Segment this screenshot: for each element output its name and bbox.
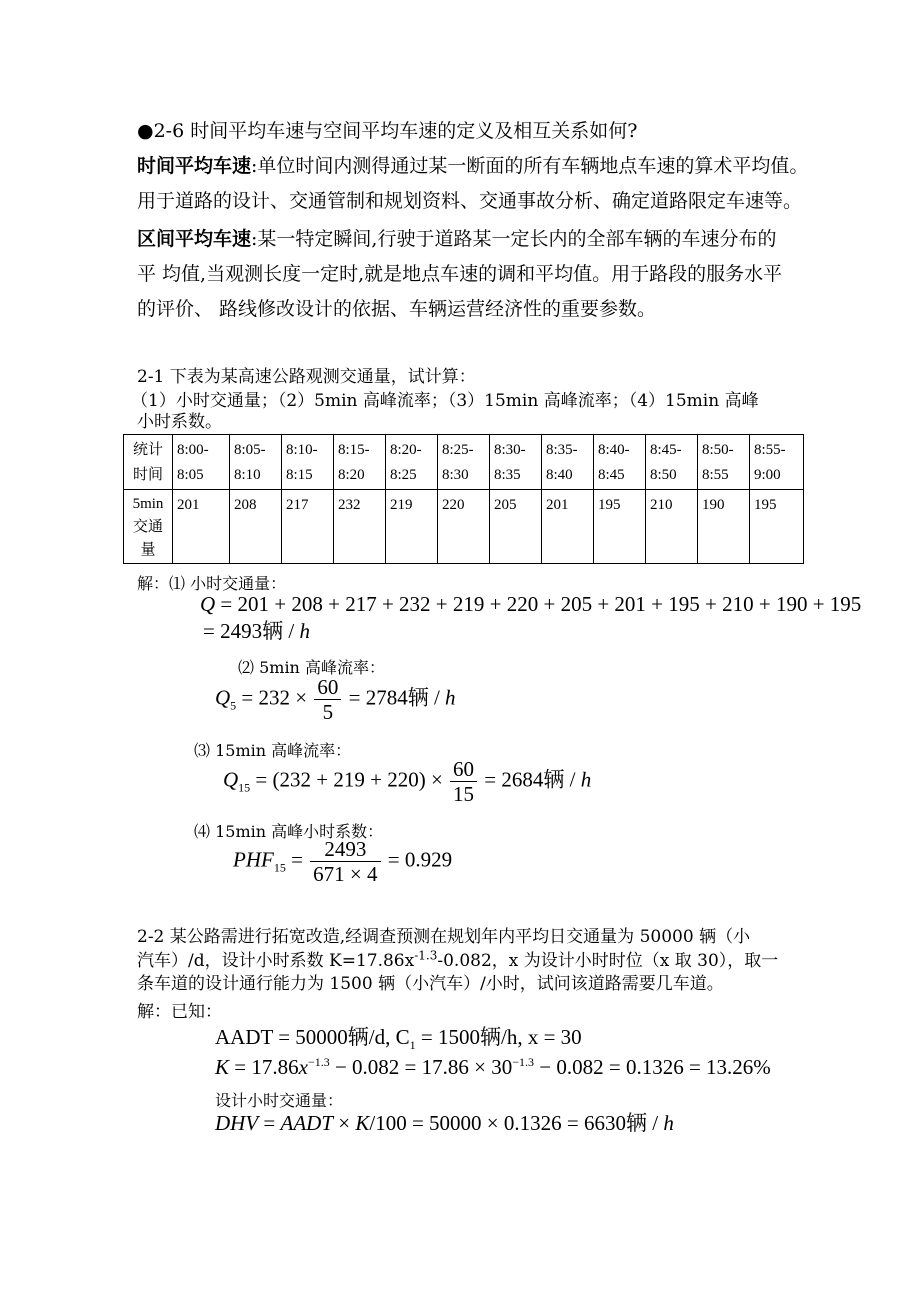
table-cell-period: 8:20- 8:25 [386,435,438,490]
table-volume-label: 5min 交通 量 [124,490,173,564]
question-2-1-title: 2-1 下表为某高速公路观测交通量，试计算： [137,367,476,387]
solution-step-3: ⑶ 15min 高峰流率： [194,741,352,760]
question-2-1-items: （1）小时交通量；（2）5min 高峰流率；（3）15min 高峰流率；（4）15min 高峰 [131,391,759,411]
space-mean-speed-term: 区间平均车速 [137,228,252,250]
table-row-periods [124,435,804,490]
table-cell-period: 8:35- 8:40 [542,435,594,490]
table-cell-volume: 219 [386,490,438,564]
solution-known: 解：已知： [137,1002,222,1022]
k-factor-equation: $K = 17.86x^{-1.3} - 0.082 = 17.86 \times 30^{-1.3} - 0.082 = 0.1326 = 13.26\%$ [215,1055,771,1079]
table-cell-volume: 195 [594,490,646,564]
traffic-volume-table [123,434,804,564]
question-2-1-items-cont: 小时系数。 [137,412,222,432]
hourly-volume-equation: Q = 201 + 208 + 217 + 232 + 219 + 220 + 205 + 201 + 195 + 210 + 190 + 195 [200,592,862,616]
table-cell-volume: 232 [334,490,386,564]
dhv-label: 设计小时交通量： [215,1091,344,1110]
table-cell-period: 8:25- 8:30 [438,435,490,490]
table-cell-period: 8:00- 8:05 [173,435,230,490]
table-cell-volume: 201 [173,490,230,564]
table-cell-period: 8:30- 8:35 [490,435,542,490]
table-cell-period: 8:50- 8:55 [698,435,750,490]
question-2-2-line-3: 条车道的设计通行能力为 1500 辆（小汽车）/小时，试问该道路需要几车道。 [137,974,724,994]
solution-step-4: ⑷ 15min 高峰小时系数： [194,822,384,841]
table-cell-volume: 190 [698,490,750,564]
space-mean-speed-line-2: 平 均值,当观测长度一定时,就是地点车速的调和平均值。用于路段的服务水平 [137,263,783,285]
table-cell-period: 8:10- 8:15 [282,435,334,490]
question-2-6-title: ●2-6 时间平均车速与空间平均车速的定义及相互关系如何? [137,120,638,142]
solution-step-2: ⑵ 5min 高峰流率： [238,658,385,677]
peak-15min-equation: $Q_{15} = (232 + 219 + 220)$ × $\frac{60}{15}$ = 2684辆 / h [223,757,592,806]
table-cell-period: 8:40- 8:45 [594,435,646,490]
time-mean-speed-definition [137,157,808,176]
peak-5min-equation: $Q_5 = 232$ × $\frac{60}{5}$ = 2784辆 / h [215,675,456,724]
dhv-equation: DHV = AADT × K/100 = 50000 × 0.1326 = 6630辆 / h [215,1111,674,1135]
table-cell-volume: 205 [490,490,542,564]
table-cell-volume: 217 [282,490,334,564]
table-cell-volume: 195 [750,490,804,564]
table-cell-period: 8:45- 8:50 [646,435,698,490]
hourly-volume-result: = 2493辆 / h [203,619,310,643]
table-cell-volume: 220 [438,490,490,564]
table-cell-period: 8:15- 8:20 [334,435,386,490]
question-2-2-line-2: 汽车）/d，设计小时系数 $K=17.86x^{-1.3}-0.082$，x 为设计小时时位（x 取 30），取一 [137,948,779,971]
question-2-2-line-1: 2-2 某公路需进行拓宽改造,经调查预测在规划年内平均日交通量为 50000 辆（小 [137,927,751,947]
table-row-volumes [124,490,804,564]
time-mean-speed-text: :单位时间内测得通过某一断面的所有车辆地点车速的算术平均值。 [251,155,809,177]
table-cell-volume: 208 [230,490,282,564]
space-mean-speed-text: :某一特定瞬间,行驶于道路某一定长内的全部车辆的车速分布的 [251,228,777,250]
table-cell-period: 8:05- 8:10 [230,435,282,490]
time-mean-speed-term: 时间平均车速 [137,155,252,177]
table-cell-volume: 210 [646,490,698,564]
phf-equation: $PHF_{15}$ = $\frac{2493}{671 \times 4}$ = 0.929 [233,837,453,886]
solution-step-1: 解：⑴ 小时交通量： [137,574,287,593]
table-header-label: 统计 时间 [124,435,173,490]
aadt-equation: AADT = 50000辆/d, $C_1 = 1500$辆/h, x = 30 [215,1025,582,1053]
time-mean-speed-usage: 用于道路的设计、交通管制和规划资料、交通事故分析、确定道路限定车速等。 [137,190,803,212]
table-cell-volume: 201 [542,490,594,564]
space-mean-speed-line-3: 的评价、 路线修改设计的依据、车辆运营经济性的重要参数。 [137,298,657,320]
table-cell-period: 8:55- 9:00 [750,435,804,490]
space-mean-speed-definition [137,230,776,249]
